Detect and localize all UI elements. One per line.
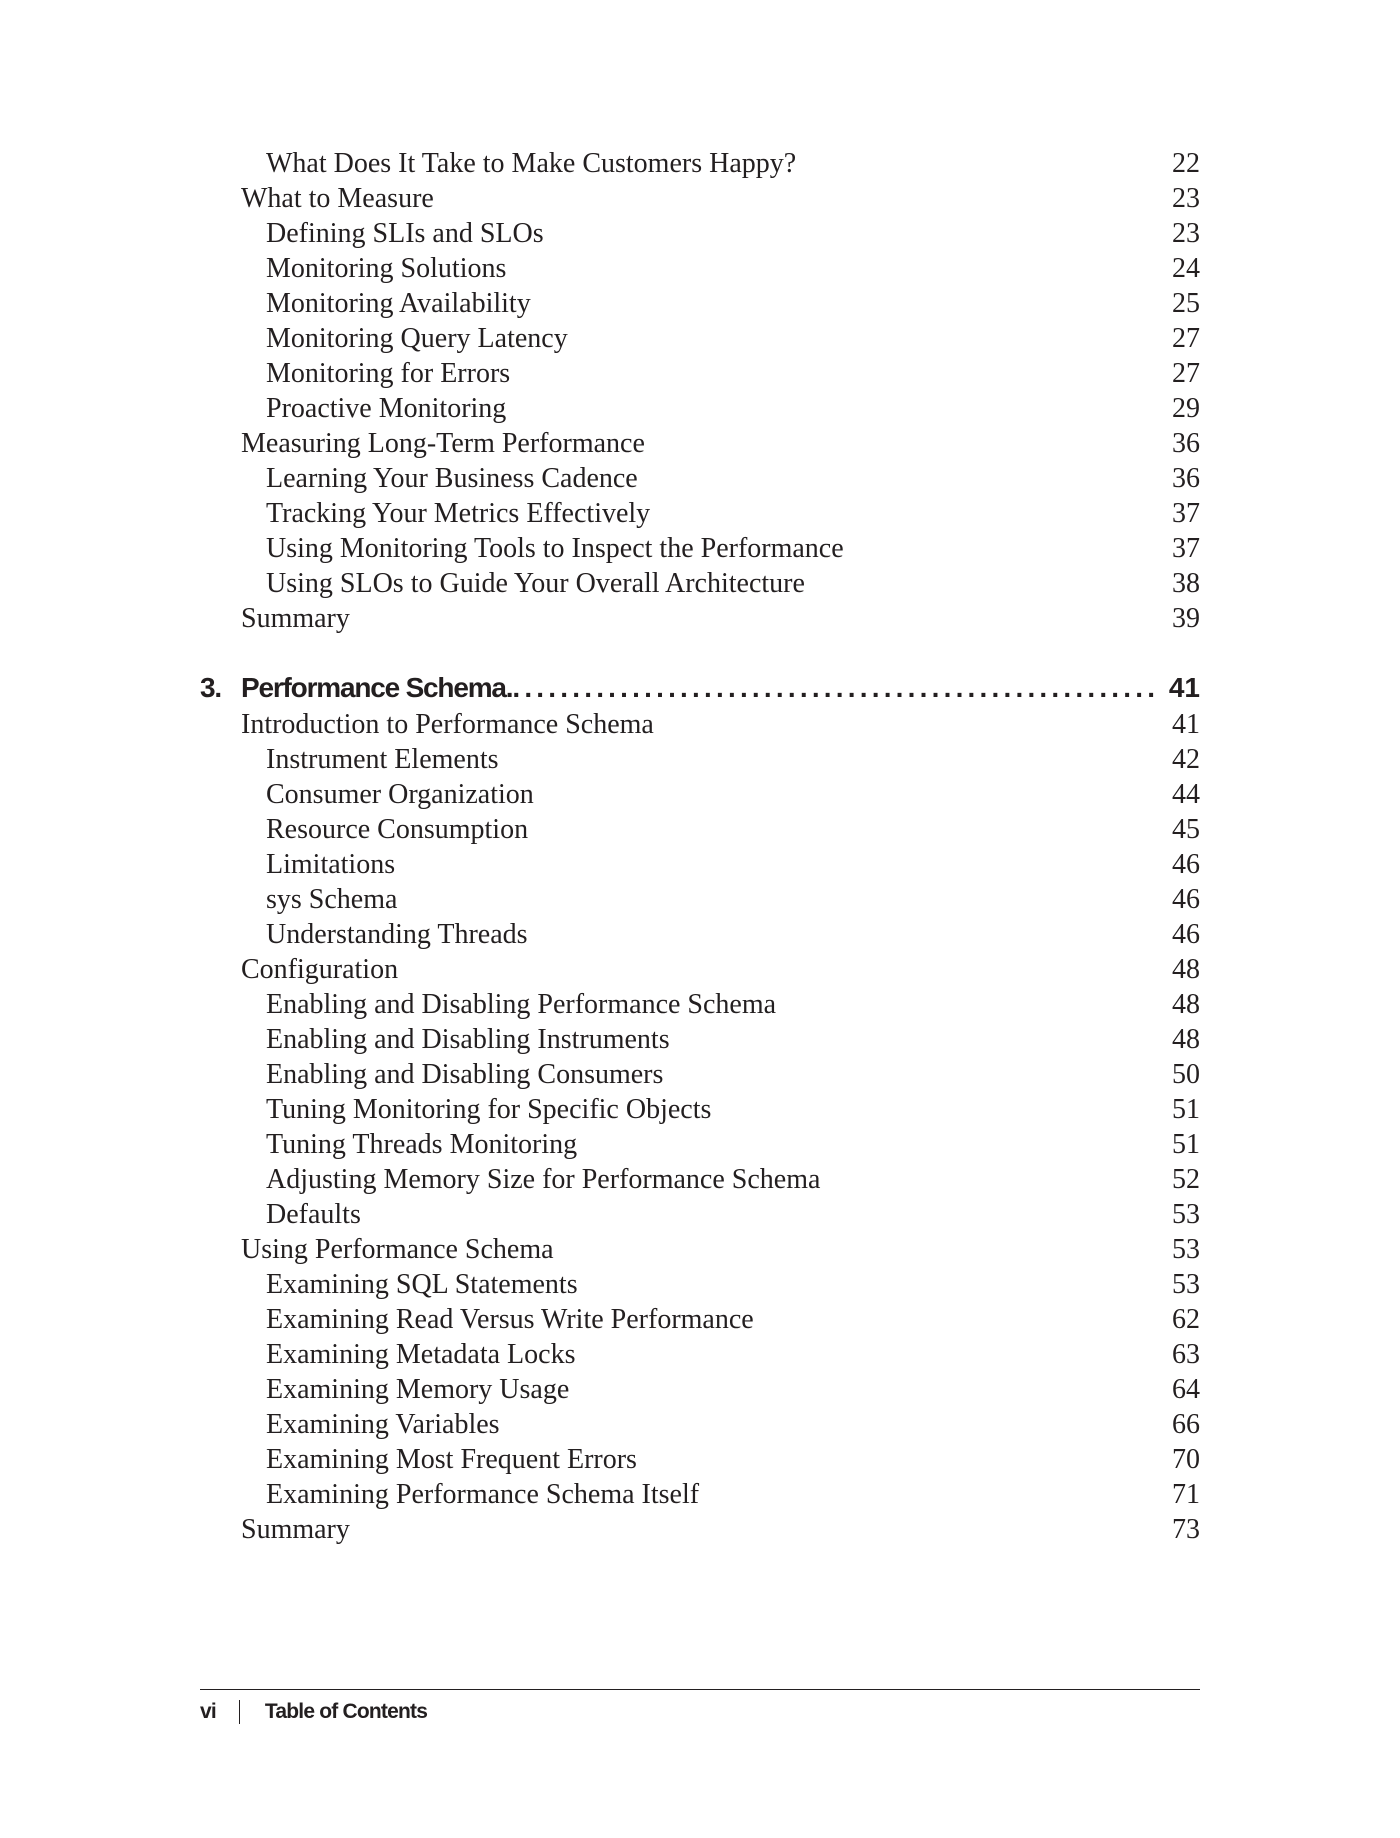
toc-entry-title: What Does It Take to Make Customers Happy? [266,148,797,179]
toc-entry-title: Summary [241,603,350,634]
toc-entry[interactable] [200,391,1200,426]
toc-entry[interactable] [200,707,1200,742]
toc-entry-page: 53 [1172,1199,1200,1230]
toc-entry[interactable] [200,952,1200,987]
toc-entry[interactable] [200,1267,1200,1302]
toc-entry-page: 46 [1172,919,1200,950]
chapter-page-number: 41 [1168,672,1200,703]
toc-entry-page: 70 [1172,1444,1200,1475]
toc-entry-title: Instrument Elements [266,744,499,775]
toc-entry-title: Configuration [241,954,399,985]
toc-entry[interactable] [200,286,1200,321]
toc-entry[interactable] [200,1162,1200,1197]
toc-entry[interactable] [200,1477,1200,1512]
toc-entry[interactable] [200,777,1200,812]
toc-entry-title: Enabling and Disabling Instruments [266,1024,670,1055]
toc-entry[interactable] [200,321,1200,356]
toc-entry-page: 23 [1172,183,1200,214]
toc-entry-title: Measuring Long-Term Performance [241,428,645,459]
toc-chapter-list [200,707,1200,1547]
toc-entry[interactable] [200,146,1200,181]
toc-entry-page: 27 [1172,358,1200,389]
toc-entry[interactable] [200,1302,1200,1337]
toc-entry-page: 27 [1172,323,1200,354]
toc-entry-title: Examining Variables [266,1409,500,1440]
toc-entry-title: Examining Memory Usage [266,1374,570,1405]
toc-entry[interactable] [200,1127,1200,1162]
toc-entry-title: Adjusting Memory Size for Performance Schema [266,1164,821,1195]
dot-leader [512,669,1154,707]
toc-entry-title: Summary [241,1514,350,1545]
toc-entry[interactable] [200,742,1200,777]
toc-entry[interactable] [200,917,1200,952]
toc-entry[interactable] [200,812,1200,847]
toc-entry-page: 63 [1172,1339,1200,1370]
toc-entry-page: 41 [1172,709,1200,740]
table-of-contents [200,146,1200,1547]
toc-entry[interactable] [200,251,1200,286]
toc-entry[interactable] [200,1057,1200,1092]
toc-entry[interactable] [200,601,1200,636]
toc-entry-title: Monitoring Availability [266,288,531,319]
toc-entry[interactable] [200,1232,1200,1267]
footer-page-number: vi [200,1700,216,1723]
toc-entry-title: Monitoring for Errors [266,358,511,389]
toc-entry-title: What to Measure [241,183,434,214]
toc-entry[interactable] [200,1337,1200,1372]
toc-entry-title: Introduction to Performance Schema [241,709,654,740]
toc-entry[interactable] [200,1512,1200,1547]
toc-entry-page: 24 [1172,253,1200,284]
toc-entry[interactable] [200,1407,1200,1442]
toc-entry-title: Defaults [266,1199,361,1230]
footer-rule [200,1689,1200,1690]
toc-entry-title: sys Schema [266,884,398,915]
toc-entry-page: 46 [1172,849,1200,880]
toc-entry-page: 29 [1172,393,1200,424]
toc-entry-page: 25 [1172,288,1200,319]
toc-entry[interactable] [200,181,1200,216]
toc-entry-title: Examining SQL Statements [266,1269,578,1300]
toc-entry-page: 71 [1172,1479,1200,1510]
toc-entry-page: 51 [1172,1129,1200,1160]
toc-entry-title: Consumer Organization [266,779,534,810]
toc-entry[interactable] [200,847,1200,882]
toc-entry-page: 37 [1172,533,1200,564]
toc-entry-title: Tuning Threads Monitoring [266,1129,578,1160]
toc-entry-title: Monitoring Query Latency [266,323,568,354]
toc-entry-page: 53 [1172,1269,1200,1300]
toc-entry[interactable] [200,1197,1200,1232]
toc-entry-page: 50 [1172,1059,1200,1090]
toc-entry[interactable] [200,461,1200,496]
toc-entry-title: Enabling and Disabling Performance Schema [266,989,777,1020]
toc-entry-title: Using Performance Schema [241,1234,554,1265]
toc-entry-title: Tracking Your Metrics Effectively [266,498,651,529]
toc-entry-page: 22 [1172,148,1200,179]
toc-entry[interactable] [200,566,1200,601]
toc-entry-page: 66 [1172,1409,1200,1440]
toc-entry[interactable] [200,1372,1200,1407]
toc-entry-page: 42 [1172,744,1200,775]
toc-entry[interactable] [200,531,1200,566]
toc-entry[interactable] [200,496,1200,531]
toc-entry-title: Examining Read Versus Write Performance [266,1304,754,1335]
toc-entry-page: 62 [1172,1304,1200,1335]
toc-entry-page: 51 [1172,1094,1200,1125]
toc-entry-title: Examining Metadata Locks [266,1339,576,1370]
toc-entry-page: 36 [1172,428,1200,459]
toc-entry-title: Understanding Threads [266,919,528,950]
toc-entry-page: 23 [1172,218,1200,249]
toc-entry[interactable] [200,1022,1200,1057]
toc-entry[interactable] [200,987,1200,1022]
toc-entry-page: 64 [1172,1374,1200,1405]
toc-entry[interactable] [200,216,1200,251]
chapter-title: Performance Schema. [241,672,513,703]
toc-entry[interactable] [200,1092,1200,1127]
toc-entry-title: Tuning Monitoring for Specific Objects [266,1094,712,1125]
toc-entry-page: 37 [1172,498,1200,529]
toc-chapter-entry[interactable] [200,669,1200,707]
toc-entry-page: 38 [1172,568,1200,599]
toc-entry[interactable] [200,426,1200,461]
page-footer [200,1697,427,1727]
toc-entry-page: 44 [1172,779,1200,810]
toc-entry-title: Limitations [266,849,396,880]
footer-section-title: Table of Contents [264,1700,428,1723]
toc-entry-page: 45 [1172,814,1200,845]
toc-entry-page: 48 [1172,1024,1200,1055]
toc-entry-page: 73 [1172,1514,1200,1545]
chapter-number: 3. [200,672,221,703]
toc-entry-title: Proactive Monitoring [266,393,507,424]
toc-entry-page: 53 [1172,1234,1200,1265]
toc-entry-title: Resource Consumption [266,814,529,845]
toc-entry-title: Monitoring Solutions [266,253,507,284]
toc-entry-page: 48 [1172,954,1200,985]
toc-entry[interactable] [200,356,1200,391]
toc-entry-title: Using Monitoring Tools to Inspect the Performance [266,533,844,564]
toc-entry-title: Examining Performance Schema Itself [266,1479,700,1510]
toc-entry-page: 52 [1172,1164,1200,1195]
toc-entry-title: Using SLOs to Guide Your Overall Architecture [266,568,805,599]
toc-entry-title: Learning Your Business Cadence [266,463,638,494]
footer-separator [239,1700,240,1724]
toc-entry-page: 39 [1172,603,1200,634]
toc-entry-page: 36 [1172,463,1200,494]
toc-entry-page: 48 [1172,989,1200,1020]
toc-entry[interactable] [200,1442,1200,1477]
toc-entry[interactable] [200,882,1200,917]
toc-entry-page: 46 [1172,884,1200,915]
toc-continued-list [200,146,1200,636]
toc-entry-title: Examining Most Frequent Errors [266,1444,637,1475]
toc-entry-title: Defining SLIs and SLOs [266,218,544,249]
toc-entry-title: Enabling and Disabling Consumers [266,1059,664,1090]
